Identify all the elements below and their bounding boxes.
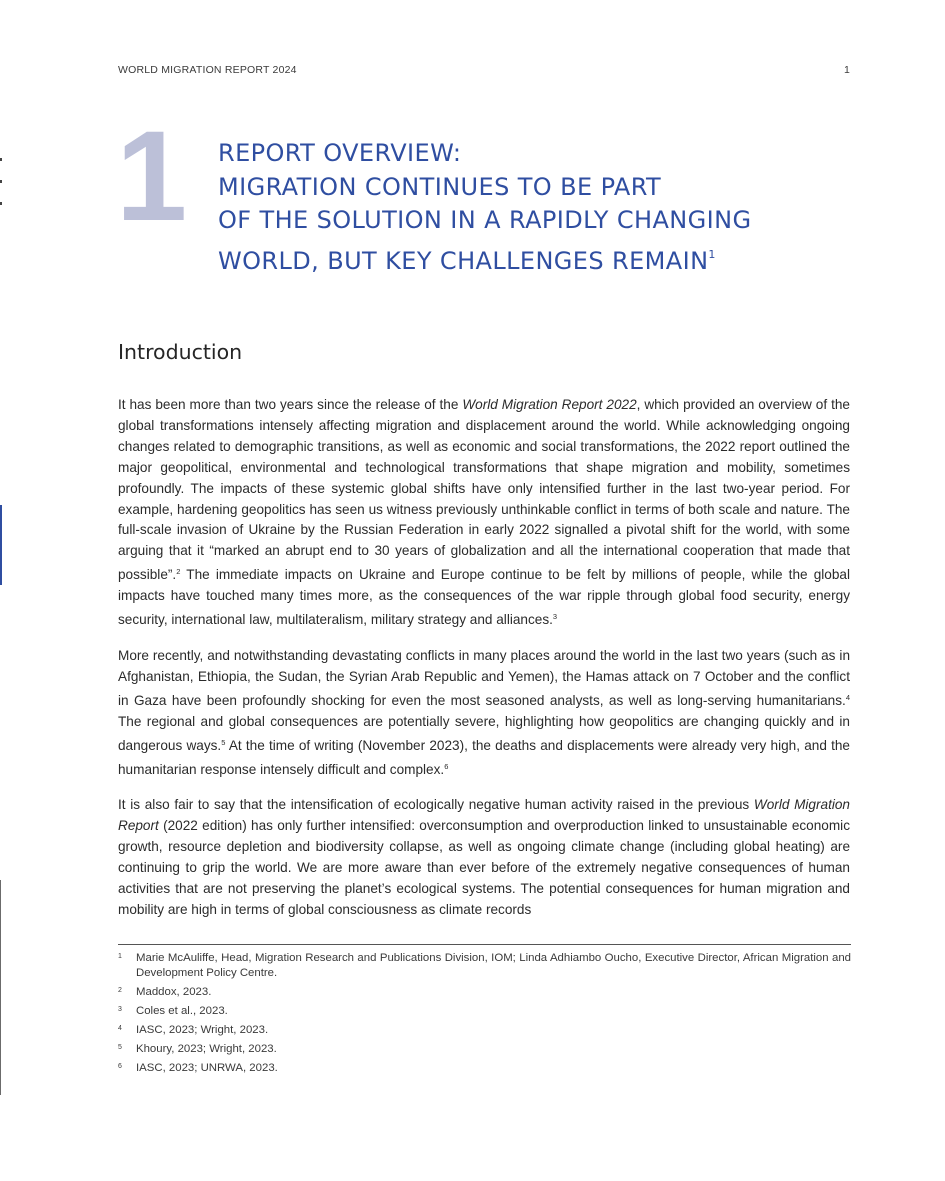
footnote-number: 2	[118, 986, 122, 994]
footnotes	[118, 951, 851, 1080]
chapter-title-text: WORLD, BUT KEY CHALLENGES REMAIN	[218, 246, 709, 275]
scan-edge-mark	[0, 505, 2, 585]
footnote-number: 1	[118, 953, 122, 960]
chapter-title-line: MIGRATION CONTINUES TO BE PART	[218, 172, 662, 201]
footnote-number: 3	[118, 1005, 122, 1013]
section-heading: Introduction	[118, 340, 243, 364]
scan-edge-mark	[0, 180, 2, 183]
chapter-title	[218, 137, 838, 278]
body-text	[118, 395, 850, 936]
scan-edge-mark	[0, 158, 2, 161]
footnote-ref[interactable]: 5	[221, 737, 226, 747]
footnote-text: Maddox, 2023.	[136, 985, 212, 998]
footnote	[118, 1023, 851, 1038]
text-run: It is also fair to say that the intensification of ecologically negative human activity raised in the previous	[118, 797, 754, 813]
footnote	[118, 1042, 851, 1057]
footnote-text: IASC, 2023; Wright, 2023.	[136, 1023, 269, 1036]
running-header	[118, 64, 850, 78]
footnote-ref[interactable]: 2	[176, 567, 181, 577]
paragraph	[118, 395, 850, 631]
text-run: , which provided an overview of the global transformations intensely affecting migration and displacement around the world. While acknowledging ongoing changes related to demographic transitions, as well as economic and social transformations, the 2022 report outlined the major geopolitical, environmental and technological transformations that shape migration and mobility, sometimes profoundly. The impacts of these systemic global shifts have only intensified further in the last two-year period. For example, hardening geopolitics has seen us witness previously unthinkable conflict in terms of both scale and nature. The full-scale invasion of Ukraine by the Russian Federation in early 2022 signalled a pivotal shift for the world, with some arguing that it “marked an abrupt end to 30 years of globalization and all the international cooperation that made that possible”.	[118, 397, 850, 583]
page-number: 1	[843, 64, 850, 76]
chapter-number: 1	[116, 105, 184, 248]
running-title: WORLD MIGRATION REPORT 2024	[118, 64, 297, 76]
text-run: At the time of writing (November 2023), the deaths and displacements were already very high, and the humanitarian response intensely difficult and complex.	[118, 737, 850, 777]
footnote-divider	[118, 944, 851, 945]
chapter-title-line-last	[218, 238, 838, 279]
footnote-text: Coles et al., 2023.	[136, 1004, 228, 1017]
scan-edge-mark	[0, 880, 1, 1095]
report-title-italic: World Migration Report	[118, 797, 850, 834]
footnote-text: Khoury, 2023; Wright, 2023.	[136, 1042, 277, 1055]
report-title-italic: World Migration Report 2022	[462, 397, 637, 412]
footnote-text: Marie McAuliffe, Head, Migration Research and Publications Division, IOM; Linda Adhiambo Oucho, Executive Director, African Migration and Development Policy Centre.	[136, 952, 851, 979]
scan-edge-mark	[0, 202, 2, 205]
paragraph	[118, 795, 850, 920]
chapter-title-line: OF THE SOLUTION IN A RAPIDLY CHANGING	[218, 206, 752, 235]
text-run: The regional and global consequences are potentially severe, highlighting how geopolitics are changing quickly and in dangerous ways.	[118, 713, 850, 753]
footnote-ref[interactable]: 6	[444, 761, 449, 771]
footnote	[118, 985, 851, 1000]
footnote-number: 4	[118, 1024, 122, 1032]
footnote-ref[interactable]: 3	[552, 612, 558, 622]
footnote	[118, 1061, 851, 1076]
footnote-ref[interactable]: 4	[845, 692, 850, 702]
footnote	[118, 1004, 851, 1019]
footnote-number: 5	[118, 1043, 122, 1051]
text-run: It has been more than two years since the release of the	[118, 397, 463, 412]
chapter-title-line: REPORT OVERVIEW:	[218, 139, 462, 168]
footnote	[118, 951, 851, 980]
paragraph	[118, 646, 850, 780]
text-run: (2022 edition) has only further intensified: overconsumption and overproduction linked to unsustainable economic growth, resource depletion and biodiversity collapse, as well as ongoing climate change (including global heating) are continuing to grip the world. We are more aware than ever before of the extremely negative consequences of human activities that are not preserving the planet’s ecological systems. The potential consequences for human migration and mobility are high in terms of global consciousness as climate records	[118, 818, 850, 917]
text-run: More recently, and notwithstanding devastating conflicts in many places around the world in the last two years (such as in Afghanistan, Ethiopia, the Sudan, the Syrian Arab Republic and Yemen), the Hamas attack on 7 October and the conflict in Gaza have been profoundly shocking for even the most seasoned analysts, as well as long-serving humanitarians.	[118, 647, 850, 708]
footnote-ref[interactable]: 1	[708, 247, 716, 261]
text-run: The immediate impacts on Ukraine and Europe continue to be felt by millions of people, while the global impacts have touched many times more, as the consequences of the war ripple through global food security, energy security, international law, multilateralism, military strategy and alliances.	[118, 567, 850, 628]
footnote-number: 6	[118, 1062, 122, 1070]
footnote-text: IASC, 2023; UNRWA, 2023.	[136, 1061, 278, 1074]
